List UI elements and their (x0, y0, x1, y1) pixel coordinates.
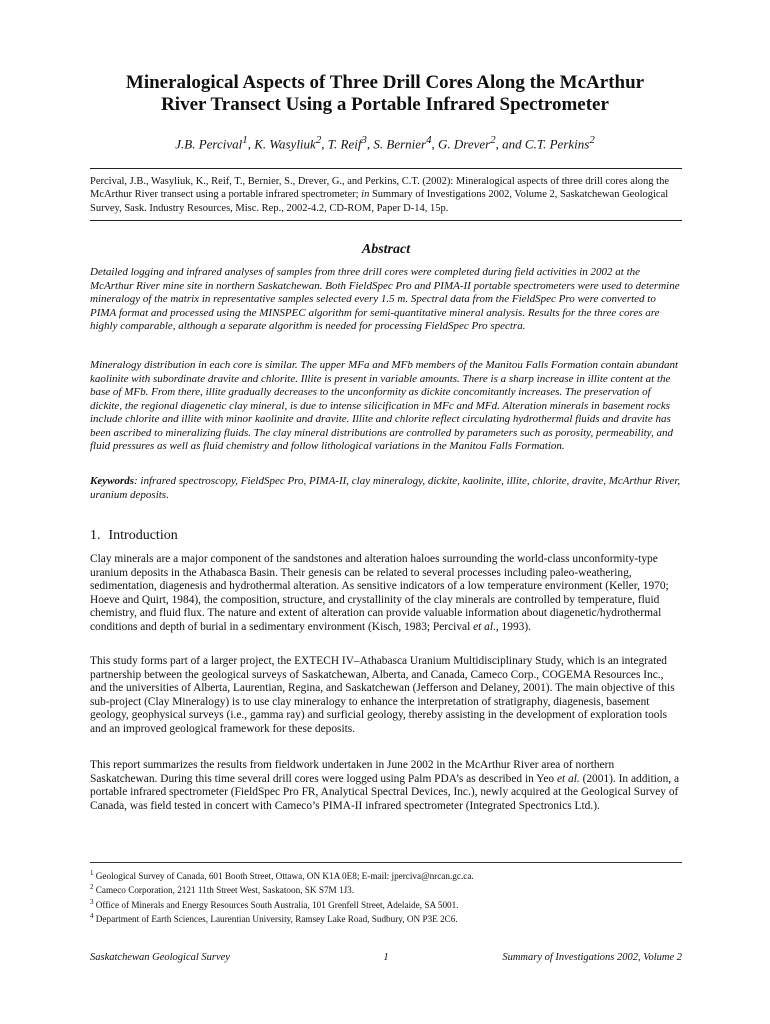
footnote-item (90, 911, 682, 925)
intro-paragraph-3 (90, 759, 682, 813)
footnote-item (90, 897, 682, 911)
keywords (90, 475, 682, 502)
footnotes (90, 868, 682, 925)
author-separator: , (366, 136, 374, 152)
author-separator: , and (495, 136, 525, 152)
title-line-1: Mineralogical Aspects of Three Drill Cores Along the McArthur (125, 72, 645, 93)
author: G. Drever (438, 136, 491, 152)
footnote-text: Cameco Corporation, 2121 11th Street West, Saskatoon, SK S7M 1J3. (95, 885, 355, 896)
footnote-text: Office of Minerals and Energy Resources South Australia, 101 Grenfell Street, Adelaide, SA 5001. (95, 899, 459, 910)
intro-p3-text: This report summarizes the results from fieldwork undertaken in June 2002 in the McArthur River area of northern Saskatchewan. During this time several drill cores were logged using Palm PDA’s as described in Yeo (90, 759, 615, 785)
citation-text-cont: Summary of Investigations 2002, Volume 2, Saskatchewan Geological Survey, Sask. Industry Resources, Misc. Rep., 2002-4.2, CD-ROM, Paper D-14, 15p. (90, 189, 669, 214)
footnote-text: Geological Survey of Canada, 601 Booth Street, Ottawa, ON K1A 0E8; E-mail: jperciva@nrcan.gc.ca. (95, 871, 474, 882)
author-list (90, 134, 680, 152)
citation-block (90, 175, 682, 215)
author-separator: , (431, 136, 439, 152)
section-title: Introduction (108, 528, 178, 543)
author: K. Wasyliuk (254, 136, 316, 152)
title-line-2: River Transect Using a Portable Infrared Spectrometer (161, 94, 609, 115)
intro-p1-etal: et al (473, 620, 494, 633)
footer-series: Summary of Investigations 2002, Volume 2 (502, 952, 682, 963)
footnote-number: 1 (90, 869, 94, 877)
author: C.T. Perkins (524, 136, 590, 152)
footnote-number: 3 (90, 897, 94, 906)
footnote-rule (90, 862, 682, 863)
intro-paragraph-1 (90, 553, 682, 635)
author: S. Bernier (373, 136, 427, 152)
footnote-item (90, 868, 682, 882)
intro-p1-text: Clay minerals are a major component of the sandstones and alteration haloes surrounding the world-class unconformity-type uranium deposits in the Athabasca Basin. Their genesis can be related to several processes including paleo-weathering, sedimentation, diagenesis and hydrothermal alteration. As sensitive indicators of a low temperature environment (Keller, 1970; Hoeve and Quirt, 1984), the composition, structure, and crystallinity of the clay minerals are controlled by temperature, fluid chemistry, and fluid flux. The nature and extent of alteration can provide valuable information about diagenetic/hydrothermal conditions and depth of burial in a sedimentary environment (Kisch, 1983; Percival (90, 553, 669, 633)
section-number: 1. (90, 528, 101, 543)
intro-p1-text-end: ., 1993). (493, 620, 531, 633)
section-heading-introduction (90, 528, 178, 544)
abstract-paragraph-1: Detailed logging and infrared analyses of samples from three drill cores were completed during field activities in 2002 at the McArthur River mine site in northern Saskatchewan. Both FieldSpec Pro and PIMA-II portable spectrometers were used to determine mineralogy of the matrix in representative samples selected every 1.5 m. Spectral data from the FieldSpec Pro were converted to PIMA format and processed using the MINSPEC algorithm for semi-quantitative mineral analysis. Results for the three cores are highly comparable, although a separate algorithm is needed for processing FieldSpec Pro spectra. (90, 266, 680, 332)
paper-title (90, 72, 680, 116)
author-affiliation: 4 (426, 134, 432, 146)
footnote-text: Department of Earth Sciences, Laurentian University, Ramsey Lake Road, Sudbury, ON P3E 2C6. (95, 913, 458, 924)
author: T. Reif (327, 136, 362, 152)
footnote-number: 2 (90, 883, 94, 892)
citation-text: Percival, J.B., Wasyliuk, K., Reif, T., Bernier, S., Drever, G., and Perkins, C.T. (2002): Mineralogical aspects of three drill cores along the McArthur River transect using a portable infrared spectrometer; (90, 176, 669, 201)
author-affiliation: 2 (589, 134, 595, 146)
footnote-item (90, 882, 682, 896)
citation-top-rule (90, 168, 682, 169)
abstract-paragraph-2: Mineralogy distribution in each core is similar. The upper MFa and MFb members of the Manitou Falls Formation contain abundant kaolinite with subordinate dravite and chlorite. Illite is present in variable amounts. There is a sharp increase in illite content at the base of MFb. From there, illite gradually decreases to the unconformity as dickite concomitantly increases. The preservation of dickite, the regional diagenetic clay mineral, is due to intense silicification in MFc and MFd. Alteration minerals in basement rocks include chlorite and illite with minor kaolinite and dravite. Illite and chlorite reflect circulating hydrothermal fluids and dravite has been ascribed to mineralizing fluids. The clay mineral distributions are controlled by parameters such as porosity, permeability, and fluid pressures as well as fluid chemistry and follow lithological variations in the Manitou Falls Formation. (90, 359, 679, 452)
page-number: 1 (383, 952, 389, 963)
author-separator: , (247, 136, 255, 152)
citation-bottom-rule (90, 220, 682, 221)
author-affiliation: 2 (490, 134, 496, 146)
intro-paragraph-2: This study forms part of a larger project, the EXTECH IV–Athabasca Uranium Multidisciplinary Study, which is an integrated partnership between the geological surveys of Saskatchewan, Alberta, and Canada, Cameco Corp., COGEMA Resources Inc., and the universities of Alberta, Laurentian, Regina, and Saskatchewan (Jefferson and Delaney, 2001). The main objective of this sub-project (Clay Mineralogy) is to use clay mineralogy to enhance the interpretation of stratigraphy, diagenesis, basement geology, geophysical surveys (i.e., gamma ray) and surficial geology, thereby assisting in the development of exploration tools and an improved geological framework for these deposits. (90, 655, 675, 735)
citation-in: in (361, 189, 370, 201)
author: J.B. Percival (175, 136, 243, 152)
author-affiliation: 3 (361, 134, 367, 146)
abstract-heading: Abstract (361, 242, 411, 257)
author-affiliation: 2 (315, 134, 322, 146)
keywords-text: : infrared spectroscopy, FieldSpec Pro, PIMA-II, clay mineralogy, dickite, kaolinite, illite, chlorite, dravite, McArthur River, uranium deposits. (90, 475, 681, 501)
footnote-number: 4 (90, 911, 94, 920)
intro-p3-etal: et al. (556, 772, 580, 785)
keywords-label: Keywords (90, 475, 134, 487)
footer-publisher: Saskatchewan Geological Survey (90, 952, 230, 963)
intro-p3-text-end: (2001). In addition, a portable infrared spectrometer (FieldSpec Pro FR, Analytical Spectral Devices, Inc.), newly acquired at the Geological Survey of Canada, was field tested in concert with Cameco’s PIMA-II infrared spectrometer (Integrated Spectronics Ltd.). (90, 772, 680, 812)
author-separator: , (321, 136, 328, 152)
author-affiliation: 1 (242, 134, 248, 146)
